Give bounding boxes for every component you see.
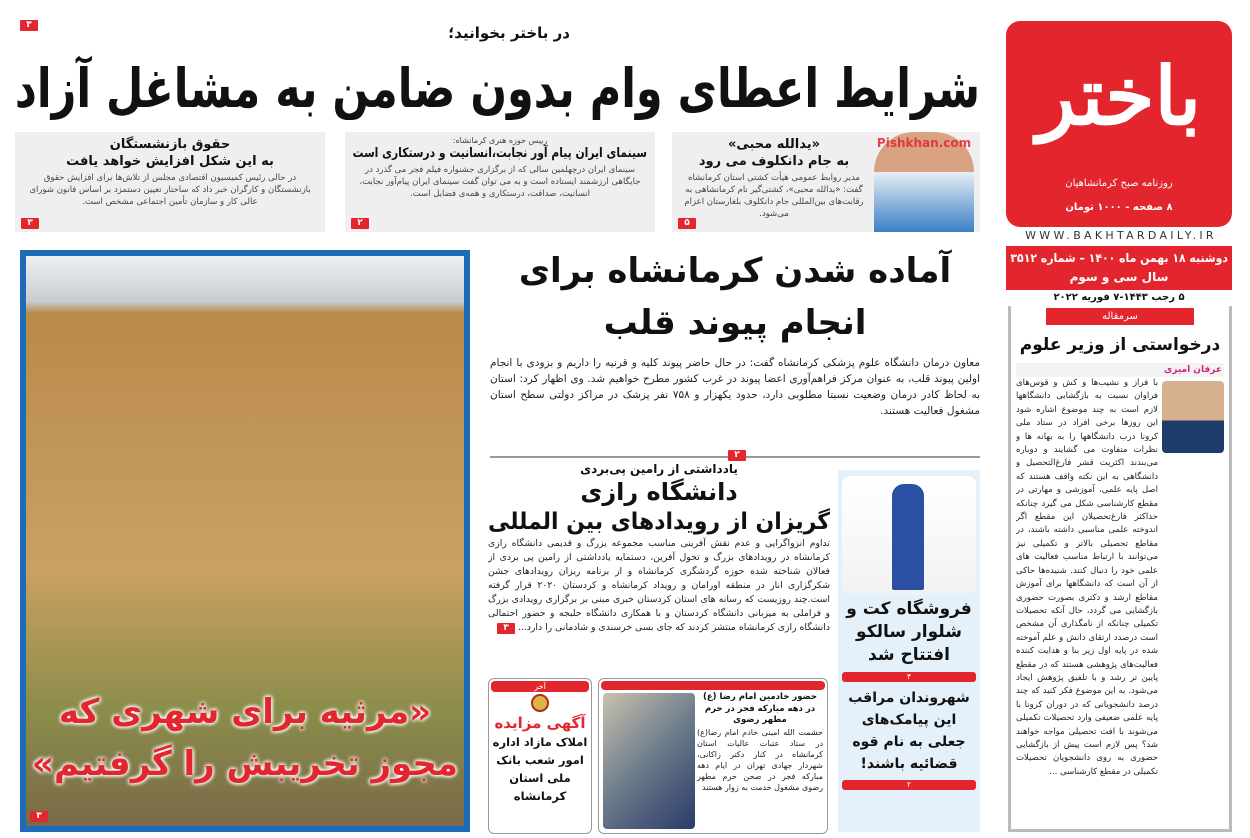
page-tag: ۳ <box>497 623 515 634</box>
ad-title[interactable]: فروشگاه کت و شلوار سالکو افتتاح شد <box>846 599 972 665</box>
issue-date-box <box>1006 246 1232 290</box>
teaser-body: مدیر روابط عمومی هیأت کشتی استان کرمانشاه گفت: «یدالله محبی»، کشتی‌گیر نام کرمانشاهی به رقابت‌های بین‌المللی جام دانکلوف بلغارستان اعزام می‌شود. <box>684 173 864 219</box>
editorial-body: با فراز و نشیب‌ها و کش و قوس‌های فراوان نسبت به بازگشایی دانشگاهها لازم است به چند موضوع اشاره شود این روزها برخی افراد در ستاد ملی کرونا درب دانشگاهها را به بهانه ها و نظرات متفاوت می گشایند و دوباره می‌بندند اکثریت قشر فارغ‌التحصیل و دانشگاهی به این نکته واقف هستند که اصل پایه علمی، آموزشی و مهارتی در مقطع کارشناسی شکل می گیرد چنانکه حداکثر فارغ‌تحصیلان این مقطع اگر اندوخته علمی مناسبی داشته باشند، در مقاطع تحصیلی بالاتر و تکمیلی نیز می‌توانند با ارتباط مناسب فعالیت های علمی خود را دنبال کنند. شنیده‌ها حاکی از آن است که دانشگاهها برای آموزش مقاطع ارشد و دکتری بصورت حضوری بازگشایی می گردد، حال آنکه تحصیلات تکمیلی چنانکه از نامگذاری آن مشخص است درصدد ارتقای دانش و علم آموخته شده در پایه اول زیر بنا و هدایت کننده فعالیت‌های پژوهشی هستند که در مقطع پایین تر رشد و با تلفیق پژوهش ایجاد می‌شود. به این موضوع فکر کنید که چند درصد دانشجویانی که در دوران کرونا با پایه علمی ضعیفی وارد تحصیلات تکمیلی می‌شوند با افت تحصیلی مواجه خواهند شد؟ پس لازم است پیش از بازگشایی حضوری به روی دانشجویان تحصیلات تکمیلی در مقطع کارشناسی ... <box>1016 378 1158 777</box>
teaser-wrestler[interactable] <box>672 132 980 232</box>
article-title: گریزان از رویدادهای بین المللی <box>488 509 830 535</box>
page-tag: ۳ <box>20 20 38 31</box>
teaser-title: «یدالله محبی» <box>727 137 821 152</box>
headline-kicker: در باختر بخوانید؛ <box>448 24 570 42</box>
website[interactable]: WWW.BAKHTARDAILY.IR <box>1025 229 1217 242</box>
teaser-title: سینمای ایران پیام آور نجابت،انسانیت و درستکاری است <box>352 146 647 161</box>
page-tag: ۵ <box>678 218 696 229</box>
lead-body: معاون درمان دانشگاه علوم پزشکی کرمانشاه گفت: در حال حاضر پیوند کلیه و قرنیه را داریم و بزودی با انجام اولین پیوند قلب، به عنوان مرکز فراهم‌آوری اعضا پیوند در غرب کشور مطرح خواهیم شد. وی اظهار کرد: استان به لحاظ کادر درمان وضعیت نسبتا مطلوبی دارد، حدود یکهزار و ۷۵۸ نفر پزشک در مراکز دولتی سطح استان مشغول فعالیت هستند. <box>490 357 980 417</box>
tagline: روزنامه صبح کرمانشاهیان <box>1065 178 1173 189</box>
ad-title: آگهی مزایده <box>494 714 586 732</box>
teaser-body: در حالی رئیس کمیسیون اقتصادی مجلس از تلاش‌ها برای افزایش حقوق بازنشستگان و کارگران خبر داد که ساختار تعیین دستمزد بر اساس قانون شورای عالی کار و سازمان تأمین اجتماعی مشخص است. <box>29 173 311 207</box>
ad-label: آخر <box>491 681 589 692</box>
editorial-title: درخواستی از وزیر علوم <box>1019 335 1221 355</box>
editorial[interactable] <box>1008 306 1232 832</box>
lead-headline[interactable]: آماده شدن کرمانشاه برای انجام پیوند قلب <box>518 251 952 343</box>
editorial-author: عرفان امیری <box>1016 363 1224 377</box>
article-body: تداوم انزواگرایی و عدم نقش آفرینی مناسب مجموعه بزرگ و قدیمی دانشگاه رازی کرمانشاه در رویدادهای بزرگ و تحول آفرین، دستمایه یادداشتی از رامین پی بردی از فعالان شناخته شده حوزه گردشگری کرمانشاه و از برنامه ریزان رویدادهای جشن شکرگزاری انار در منطقه اورامان و رویداد کرمانشاه و کردستان ۲۰۲۰ قرار گرفته است.چند روزیست که رسانه های استان کردستان خبری مبنی بر برگزاری رویدادی بزرگ و فراملی به میزبانی دانشگاه کردستان و با همکاری دانشگاه حلبجه و حضور احتمالی دانشگاه رازی کرمانشاه منتشر کردند که جای بسی خرسندی و شادمانی را دارد... <box>488 538 830 633</box>
news-body: حشمت الله امینی خادم امام رضا(ع) در ستاد عتبات عالیات استان کرمانشاه در کنار دکتر زاکانی، شهردار جهادی تهران در ایام دهه مبارکه فجر در صحن حرم مطهر رضوی مشغول خدمت به زوار هستند <box>697 727 823 792</box>
news-title: حضور خادمین امام رضا (ع) در دهه مبارکه فجر در حرم مطهر رضوی <box>702 692 818 725</box>
bank-logo-icon <box>531 694 549 712</box>
teaser-pensions[interactable] <box>15 132 325 232</box>
side-column <box>838 470 980 832</box>
teaser-cinema[interactable] <box>345 132 655 232</box>
teaser-title: حقوق بازنشستگان <box>109 137 231 152</box>
ad-photo <box>842 476 976 594</box>
news-photo <box>603 693 695 829</box>
teaser-title: به این شکل افزایش خواهد یافت <box>66 154 274 169</box>
masthead-logo[interactable] <box>1006 21 1232 227</box>
ad-body: املاک مازاد اداره امور شعب بانک ملی استان کرمانشاه <box>492 735 588 803</box>
auction-ad[interactable] <box>488 678 592 834</box>
hijri-date: ۵ رجب ۱۴۴۳-۷ فوریه ۲۰۲۲ <box>1053 292 1185 303</box>
razi-article[interactable] <box>488 462 830 674</box>
page-tag: ۲ <box>728 450 746 461</box>
logo-text: باختر <box>1036 49 1202 143</box>
photo-headline-line: «مرثیه برای شهری که <box>58 692 432 732</box>
watermark: Pishkhan.com <box>876 136 972 150</box>
photo-story[interactable] <box>20 250 470 832</box>
article-kicker: یادداشتی از رامین پی‌بردی <box>580 462 738 476</box>
article-title: دانشگاه رازی <box>580 478 738 506</box>
date-line: دوشنبه ۱۸ بهمن ماه ۱۴۰۰ – شماره ۳۵۱۲ <box>1010 251 1228 265</box>
page-tag: ۲ <box>842 780 976 790</box>
imam-reza-news[interactable] <box>598 678 828 834</box>
photo-headline <box>26 686 464 790</box>
volume-line: سال سی و سوم <box>1069 270 1169 284</box>
warning-title[interactable]: شهروندان مراقب این پیامک‌های جعلی به نام قوه قضائیه باشند! <box>848 690 970 772</box>
teaser-kicker: رییس حوزه هنری کرمانشاه: <box>452 136 548 145</box>
author-photo <box>1162 381 1224 453</box>
page-tag: ۲ <box>351 218 369 229</box>
editorial-section: سرمقاله <box>1046 308 1194 325</box>
main-headline[interactable]: شرایط اعطای وام بدون ضامن به مشاغل آزاد <box>14 57 981 120</box>
lead-story[interactable] <box>490 245 980 450</box>
teaser-title: به جام دانکلوف می رود <box>698 154 850 169</box>
page-tag: ۳ <box>21 218 39 229</box>
header-bar <box>601 681 825 690</box>
page-tag: ۴ <box>842 672 976 682</box>
teaser-body: سینمای ایران درچهلمین سالی که از برگزاری جشنواره فیلم فجر می گذرد در جایگاهی ارزشمند ایستاده است و به می توان گفت سینمای ایران پیام‌آور نجابت، انسانیت، صداقت، درستکاری و همه‌ی فضایل است. <box>359 165 641 199</box>
photo-headline-line: مجوز تخریبش را گرفتیم» <box>32 744 458 784</box>
price: ۸ صفحه - ۱۰۰۰ تومان <box>1065 202 1173 213</box>
page-tag: ۳ <box>30 811 48 822</box>
